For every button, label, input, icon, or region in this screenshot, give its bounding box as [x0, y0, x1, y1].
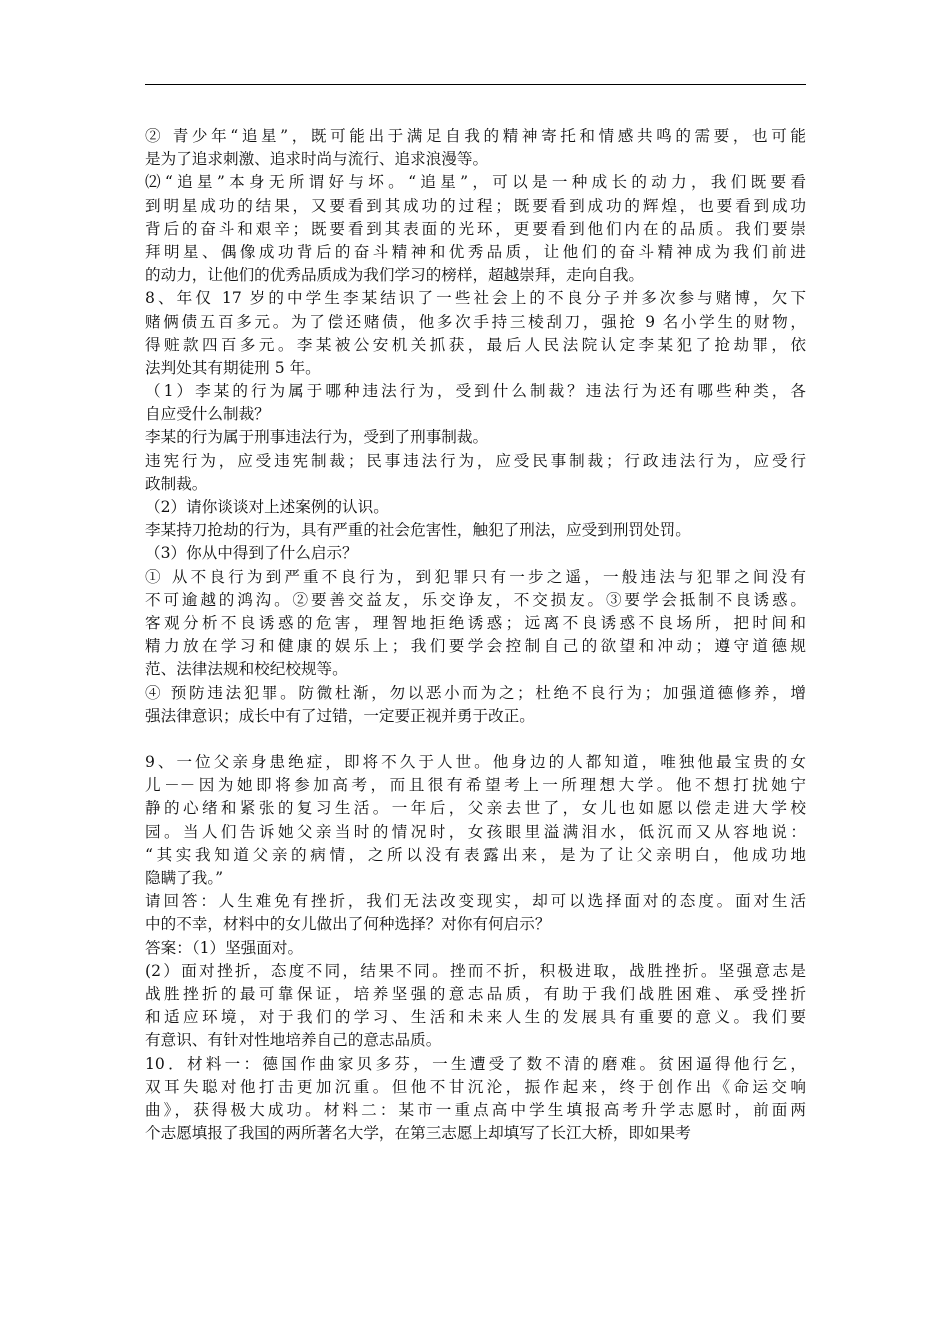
- text-line: 10．材料一：德国作曲家贝多芬，一生遭受了数不清的磨难。贫困逼得他行乞，: [145, 1054, 806, 1073]
- text-line: 得赃款四百多元。李某被公安机关抓获，最后人民法院认定李某犯了抢劫罪，依: [145, 335, 806, 354]
- text-line: 背后的奋斗和艰辛；既要看到其表面的光环，更要看到他们内在的品质。我们要崇: [145, 219, 806, 238]
- text-line: ⑵“追星”本身无所谓好与坏。“追星”，可以是一种成长的动力，我们既要看: [145, 173, 806, 192]
- text-line: 法判处其有期徒刑 5 年。: [145, 358, 321, 377]
- text-line: 自应受什么制裁？: [145, 405, 270, 424]
- text-line: 拜明星、偶像成功背后的奋斗精神和优秀品质，让他们的奋斗精神成为我们前进: [145, 242, 806, 261]
- paragraph: [145, 496, 806, 519]
- text-line: 的动力，让他们的优秀品质成为我们学习的榜样，超越崇拜，走向自我。: [145, 266, 645, 285]
- text-line: 李某的行为属于刑事违法行为，受到了刑事制裁。: [145, 428, 489, 447]
- text-line: 违宪行为，应受违宪制裁；民事违法行为，应受民事制裁；行政违法行为，应受行: [145, 451, 806, 470]
- paragraph: [145, 450, 806, 496]
- text-line: “其实我知道父亲的病情，之所以没有表露出来，是为了让父亲明白，他成功地: [145, 845, 806, 864]
- text-line: 赌俩债五百多元。为了偿还赌债，他多次手持三棱刮刀，强抢 9 名小学生的财物，: [145, 312, 806, 331]
- paragraph-spacer: [145, 728, 806, 751]
- text-line: （3）你从中得到了什么启示？: [145, 544, 358, 563]
- paragraph: [145, 937, 806, 960]
- text-line: 精力放在学习和健康的娱乐上；我们要学会控制自己的欲望和冲动；遵守道德规: [145, 637, 806, 656]
- paragraph: [145, 1053, 806, 1146]
- text-line: 不可逾越的鸿沟。②要善交益友，乐交诤友，不交损友。③要学会抵制不良诱惑。: [145, 590, 806, 609]
- text-line: 曲》，获得极大成功。材料二：某市一重点高中学生填报高考升学志愿时，前面两: [145, 1100, 806, 1119]
- text-line: 中的不幸，材料中的女儿做出了何种选择？对你有何启示？: [145, 915, 551, 934]
- paragraph: [145, 426, 806, 449]
- text-line: 答案：（1）坚强面对。: [145, 938, 304, 957]
- paragraph: [145, 519, 806, 542]
- text-line: (2）面对挫折，态度不同，结果不同。挫而不折，积极进取，战胜挫折。坚强意志是: [145, 961, 806, 980]
- text-line: 强法律意识；成长中有了过错，一定要正视并勇于改正。: [145, 706, 535, 725]
- text-line: 个志愿填报了我国的两所著名大学，在第三志愿上却填写了长江大桥，即如果考: [145, 1124, 691, 1143]
- text-line: ① 从不良行为到严重不良行为，到犯罪只有一步之遥，一般违法与犯罪之间没有: [145, 567, 806, 586]
- text-line: 政制裁。: [145, 474, 208, 493]
- text-line: （2）请你谈谈对上述案例的认识。: [145, 498, 389, 516]
- text-line: 是为了追求刺激、追求时尚与流行、追求浪漫等。: [145, 150, 489, 169]
- text-line: 静的心绪和紧张的复习生活。一年后，父亲去世了，女儿也如愿以偿走进大学校: [145, 799, 806, 818]
- text-line: 和适应环境，对于我们的学习、生活和未来人生的发展具有重要的意义。我们要: [145, 1008, 806, 1027]
- text-line: 有意识、有针对性地培养自己的意志品质。: [145, 1031, 442, 1050]
- text-line: 9、一位父亲身患绝症，即将不久于人世。他身边的人都知道，唯独他最宝贵的女: [145, 753, 806, 772]
- paragraph: [145, 542, 806, 565]
- text-line: 客观分析不良诱惑的危害，理智地拒绝诱惑；远离不良诱惑不良场所，把时间和: [145, 613, 806, 632]
- text-line: ④ 预防违法犯罪。防微杜渐，勿以恶小而为之；杜绝不良行为；加强道德修养，增: [145, 683, 806, 702]
- text-line: （1）李某的行为属于哪种违法行为，受到什么制裁？违法行为还有哪些种类，各: [145, 382, 806, 401]
- text-line: 范、法律法规和校纪校规等。: [145, 660, 348, 679]
- text-line: 请回答：人生难免有挫折，我们无法改变现实，却可以选择面对的态度。面对生活: [145, 892, 806, 911]
- paragraph: [145, 682, 806, 728]
- document-body: [145, 125, 806, 1145]
- text-line: 园。当人们告诉她父亲当时的情况时，女孩眼里溢满泪水，低沉而又从容地说：: [145, 822, 806, 841]
- paragraph: [145, 566, 806, 682]
- paragraph: [145, 960, 806, 1053]
- paragraph: [145, 287, 806, 380]
- header-rule: [145, 84, 806, 85]
- text-line: ② 青少年“追星”，既可能出于满足自我的精神寄托和情感共鸣的需要，也可能: [145, 127, 806, 145]
- text-line: 8、年仅 17 岁的中学生李某结识了一些社会上的不良分子并多次参与赌博，欠下: [145, 289, 806, 308]
- text-line: 双耳失聪对他打击更加沉重。但他不甘沉沦，振作起来，终于创作出《命运交响: [145, 1077, 806, 1096]
- text-line: 到明星成功的结果，又要看到其成功的过程；既要看到成功的辉煌，也要看到成功: [145, 196, 806, 215]
- text-line: 李某持刀抢劫的行为，具有严重的社会危害性，触犯了刑法，应受到刑罚处罚。: [145, 521, 691, 540]
- paragraph: [145, 380, 806, 426]
- text-line: 儿－－因为她即将参加高考，而且很有希望考上一所理想大学。他不想打扰她宁: [145, 776, 806, 795]
- paragraph: [145, 751, 806, 890]
- paragraph: [145, 125, 806, 171]
- text-line: 隐瞒了我。”: [145, 869, 224, 887]
- text-line: 战胜挫折的最可靠保证，培养坚强的意志品质，有助于我们战胜困难、承受挫折: [145, 984, 806, 1003]
- paragraph: [145, 890, 806, 936]
- paragraph: [145, 171, 806, 287]
